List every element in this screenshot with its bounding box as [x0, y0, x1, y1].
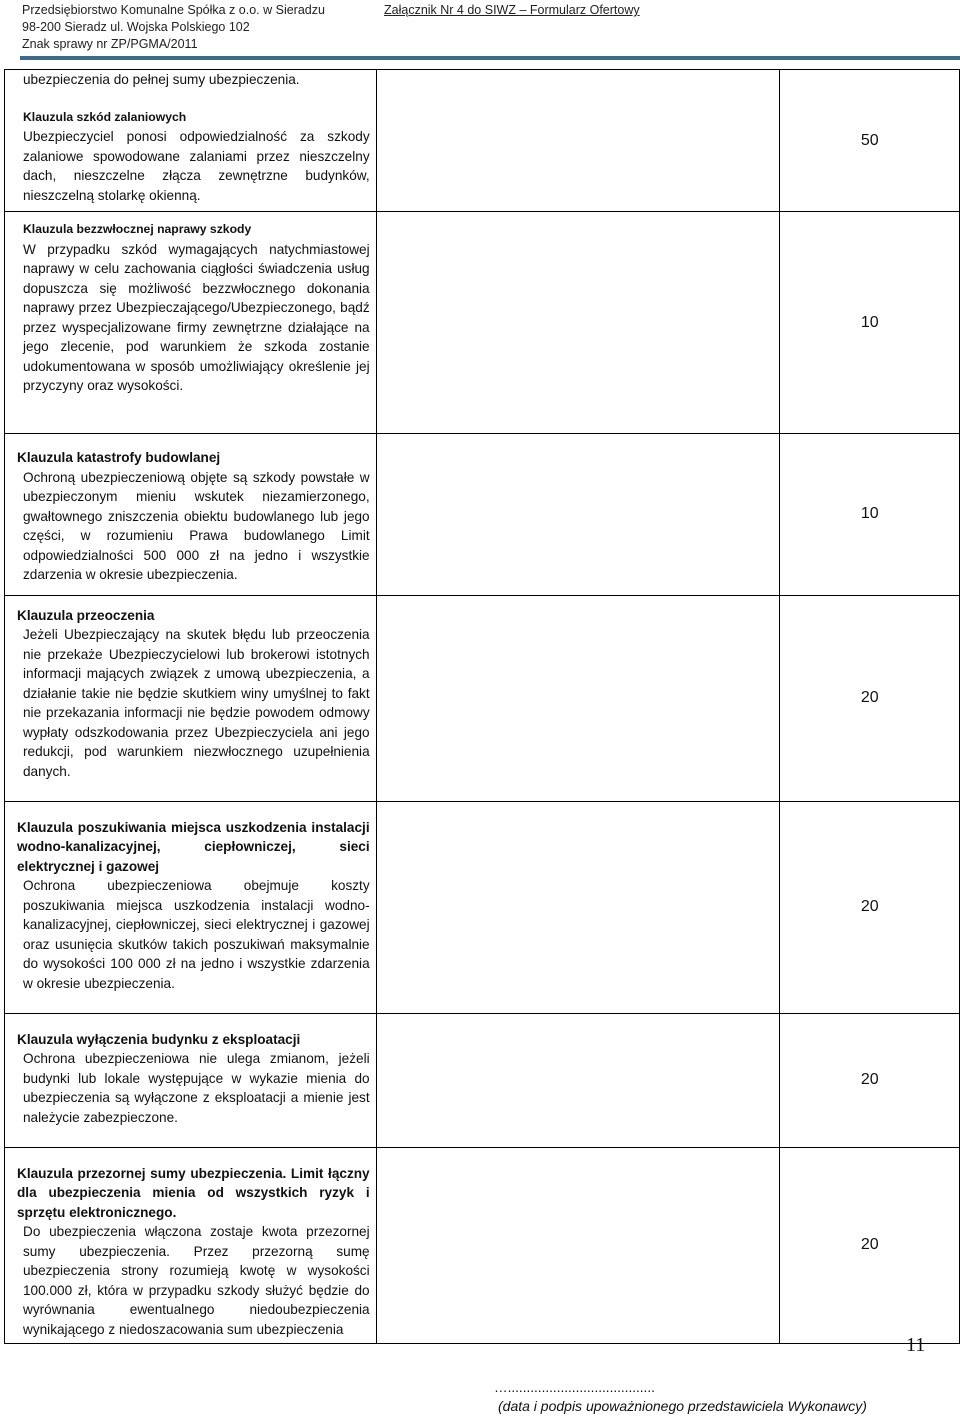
points-value: 20	[860, 1071, 879, 1088]
points-cell	[780, 1147, 960, 1344]
case-number: Znak sprawy nr ZP/PGMA/2011	[22, 37, 198, 51]
points-value: 10	[860, 505, 879, 523]
table-row	[5, 595, 960, 801]
points-value: 50	[860, 131, 879, 149]
signature-dots: ….......................................	[494, 1380, 655, 1395]
clause-title: Klauzula katastrofy budowlanej	[17, 450, 221, 465]
clause-body: Do ubezpieczenia włączona zostaje kwota przezornej sumy ubezpieczenia. Przez przezorną sumę ubezpieczenia strony rozumieją kwotę w wysokości 100.000 zł, która w przypadku szkody służyć będzie do wyrównania ewentualnego niedoubezpieczenia wynikającego z niedoszacowania sum ubezpieczenia	[23, 1224, 370, 1337]
clause-cell	[5, 801, 377, 1013]
clause-body: Ochroną ubezpieczeniową objęte są szkody powstałe w ubezpieczonym mieniu wskutek niezamierzonego, gwałtownego zniszczenia obiektu budowlanego lub jego części, w rozumieniu Prawa budowlanego Limit odpowiedzialności 500 000 zł na jedno i wszystkie zdarzenia w okresie ubezpieczenia.	[23, 469, 370, 582]
clause-title: Klauzula poszukiwania miejsca uszkodzenia instalacji wodno-kanalizacyjnej, ciepłowniczej, sieci elektrycznej i gazowej	[17, 819, 370, 874]
clause-continuation: ubezpieczenia do pełnej sumy ubezpieczenia.	[23, 72, 300, 87]
company-name: Przedsiębiorstwo Komunalne Spółka z o.o. w Sieradzu	[22, 3, 325, 17]
clause-body: Ubezpieczyciel ponosi odpowiedzialność za szkody zalaniowe spowodowane zalaniami przez nieszczelny dach, nieszczelne złącza zewnętrzne budynków, nieszczelną stolarkę okienną.	[23, 129, 370, 203]
clause-title: Klauzula przeoczenia	[17, 607, 155, 623]
signature-caption: (data i podpis upoważnionego przedstawiciela Wykonawcy)	[498, 1398, 867, 1414]
points-cell	[780, 595, 960, 801]
points-value: 10	[860, 313, 879, 331]
points-cell	[780, 434, 960, 596]
empty-cell	[376, 1013, 780, 1147]
clauses-table	[4, 69, 960, 1344]
table-row	[5, 212, 960, 434]
clause-cell	[5, 595, 377, 801]
empty-cell	[376, 212, 780, 434]
clause-cell	[5, 1147, 377, 1344]
points-value: 20	[860, 1236, 879, 1254]
clause-title: Klauzula szkód zalaniowych	[23, 109, 187, 124]
table-row	[5, 1147, 960, 1344]
clause-body: Jeżeli Ubezpieczający na skutek błędu lub przeoczenia nie przekaże Ubezpieczycielowi lub brokerowi istotnych informacji mających związek z umową ubezpieczenia, a działanie takie nie będzie skutkiem winy umyślnej to fakt nie przekazania informacji nie będzie powodem odmowy wypłaty odszkodowania przez Ubezpieczyciela ani jego redukcji, pod warunkiem niezwłocznego uzupełnienia danych.	[23, 627, 370, 779]
clause-body: W przypadku szkód wymagających natychmiastowej naprawy w celu zachowania ciągłości świadczenia usług dopuszcza się możliwość bezzwłocznego dokonania naprawy przez Ubezpieczającego/Ubezpieczonego, bądź przez wyspecjalizowane firmy zewnętrzne działające na jego zlecenie, pod warunkiem że szkoda zostanie udokumentowana w sposób umożliwiający określenie jej przyczyny oraz wysokości.	[23, 241, 370, 393]
empty-cell	[376, 1147, 780, 1344]
header-company	[22, 2, 325, 53]
clause-cell	[5, 1013, 377, 1147]
clause-cell	[5, 434, 377, 596]
clause-title: Klauzula przezornej sumy ubezpieczenia. Limit łączny dla ubezpieczenia mienia od wszystkich ryzyk i sprzętu elektronicznego.	[17, 1165, 370, 1220]
attachment-label: Załącznik Nr 4 do SIWZ – Formularz Ofertowy	[384, 3, 640, 17]
points-cell	[780, 212, 960, 434]
points-value: 20	[860, 689, 879, 706]
page-number: 11	[906, 1334, 926, 1356]
points-value: 20	[860, 898, 879, 915]
points-cell	[780, 1013, 960, 1147]
clause-cell	[5, 70, 377, 212]
clause-title: Klauzula bezzwłocznej naprawy szkody	[23, 222, 252, 236]
empty-cell	[376, 70, 780, 212]
empty-cell	[376, 434, 780, 596]
empty-cell	[376, 595, 780, 801]
clause-body: Ochrona ubezpieczeniowa nie ulega zmianom, jeżeli budynki lub lokale występujące w wykazie mienia do ubezpieczenia są wyłączone z eksploatacji a mienie jest należycie zabezpieczone.	[23, 1051, 370, 1125]
table-row	[5, 801, 960, 1013]
clause-cell	[5, 212, 377, 434]
table-row	[5, 70, 960, 212]
table-row	[5, 1013, 960, 1147]
points-cell	[780, 801, 960, 1013]
company-address: 98-200 Sieradz ul. Wojska Polskiego 102	[22, 20, 250, 34]
points-cell	[780, 70, 960, 212]
header-divider	[20, 56, 960, 60]
empty-cell	[376, 801, 780, 1013]
header-attachment	[384, 2, 640, 19]
clause-body: Ochrona ubezpieczeniowa obejmuje koszty poszukiwania miejsca uszkodzenia instalacji wodno-kanalizacyjnej, ciepłowniczej, sieci elektrycznej i gazowej oraz usunięcia skutków takich poszukiwań maksymalnie do wysokości 100 000 zł na jedno i wszystkie zdarzenia w okresie ubezpieczenia.	[23, 878, 370, 991]
table-row	[5, 434, 960, 596]
clause-title: Klauzula wyłączenia budynku z eksploatacji	[17, 1031, 301, 1047]
